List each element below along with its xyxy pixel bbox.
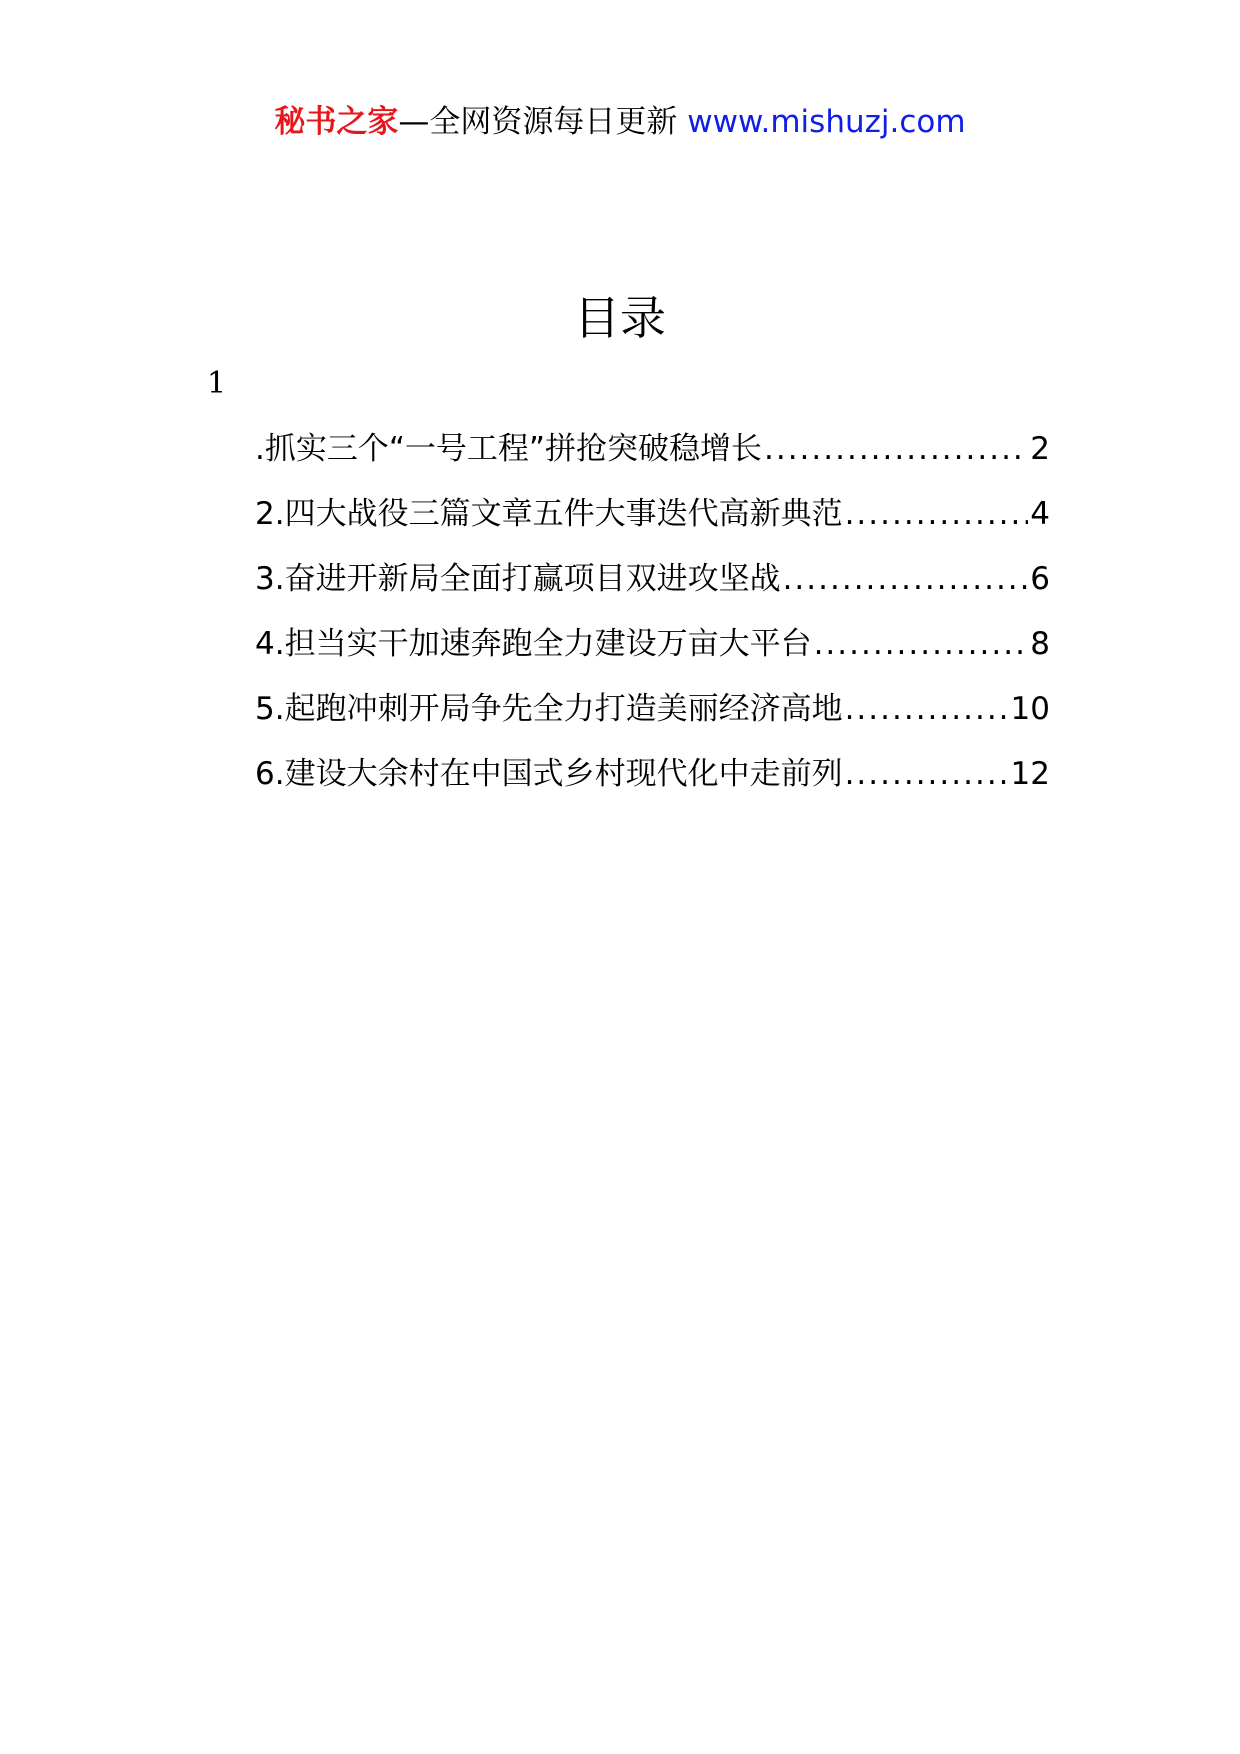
toc-entry-title: .抓实三个“一号工程”拼抢突破稳增长 xyxy=(255,431,762,467)
toc-entry-title: 5.起跑冲刺开局争先全力打造美丽经济高地 xyxy=(255,691,843,727)
toc-entry-title: 6.建设大余村在中国式乡村现代化中走前列 xyxy=(255,756,843,792)
toc-dot-leader xyxy=(845,751,1009,797)
toc-page-number: 10 xyxy=(1010,691,1050,727)
toc-entry-title: 2.四大战役三篇文章五件大事迭代高新典范 xyxy=(255,496,843,532)
toc-dot-leader xyxy=(783,556,1029,602)
toc-entry[interactable] xyxy=(255,491,1050,556)
toc-entry[interactable] xyxy=(255,556,1050,621)
toc-page-number: 6 xyxy=(1030,561,1050,597)
page-title: 目录 xyxy=(574,291,666,345)
site-brand: 秘书之家 xyxy=(274,104,399,140)
toc-page-number: 8 xyxy=(1030,626,1050,662)
toc-page-number: 2 xyxy=(1030,431,1050,467)
site-header xyxy=(0,100,1240,144)
toc-dot-leader xyxy=(764,426,1028,472)
toc-entry[interactable] xyxy=(255,686,1050,751)
stray-list-number: 1 xyxy=(207,366,227,401)
toc-entry[interactable] xyxy=(255,426,1050,491)
toc-entry[interactable] xyxy=(255,751,1050,816)
table-of-contents xyxy=(255,426,1050,816)
toc-entry-title: 3.奋进开新局全面打赢项目双进攻坚战 xyxy=(255,561,781,597)
toc-entry[interactable] xyxy=(255,621,1050,686)
toc-page-number: 12 xyxy=(1010,756,1050,792)
toc-dot-leader xyxy=(814,621,1029,667)
toc-dot-leader xyxy=(845,686,1009,732)
site-url-link[interactable]: www.mishuzj.com xyxy=(687,104,966,140)
toc-page-number: 4 xyxy=(1030,496,1050,532)
toc-dot-leader xyxy=(845,491,1029,537)
site-tagline: —全网资源每日更新 xyxy=(398,104,678,140)
toc-entry-title: 4.担当实干加速奔跑全力建设万亩大平台 xyxy=(255,626,812,662)
